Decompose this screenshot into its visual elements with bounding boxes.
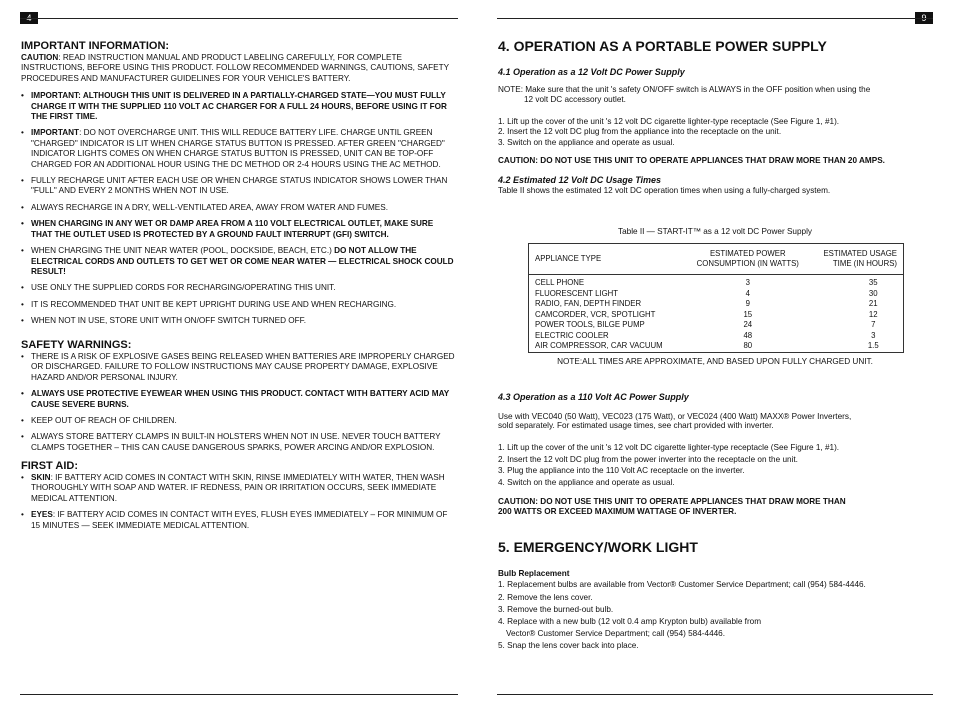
header-time-2: TIME (IN HOURS) xyxy=(832,259,897,268)
steps-4-3 xyxy=(498,442,934,488)
table-row xyxy=(529,310,903,321)
top-rule-left xyxy=(20,18,458,19)
table-row xyxy=(529,289,903,300)
important-bullet-5: • WHEN CHARGING IN ANY WET OR DAMP AREA FROM A 110 VOLT ELECTRICAL OUTLET, MAKE SURE THAT THE OUTLET USED IS PROTECTED BY A GROUND FAULT INTERRUPT (GFI) SWITCH. xyxy=(21,219,456,240)
step-4-1-2: 2. Insert the 12 volt DC plug from the appliance into the receptacle on the unit. xyxy=(498,127,782,137)
step-4-1-3: 3. Switch on the appliance and operate as usual. xyxy=(498,137,675,147)
important-bullet-3: • FULLY RECHARGE UNIT AFTER EACH USE OR WHEN CHARGE STATUS INDICATOR SHOWS LOWER THAN "FULL" AND EVERY 2 MONTHS WHEN NOT IN USE. xyxy=(21,176,456,197)
cell-type: CAMCORDER, VCR, SPOTLIGHT xyxy=(535,309,656,319)
cell-watts: 48 xyxy=(743,330,753,340)
subsection-4-2-heading: 4.2 Estimated 12 Volt DC Usage Times xyxy=(498,175,662,186)
important-bullet-6 xyxy=(21,246,456,277)
first-aid-skin xyxy=(21,473,456,504)
caution-4-3-line-1: CAUTION: DO NOT USE THIS UNIT TO OPERATE APPLIANCES THAT DRAW MORE THAN xyxy=(498,497,846,506)
cell-type: POWER TOOLS, BILGE PUMP xyxy=(535,320,645,329)
step-4-3-3: 3. Plug the appliance into the 110 Volt AC receptacle on the inverter. xyxy=(498,466,745,475)
first-aid-bullets xyxy=(21,473,456,531)
bottom-rule-right xyxy=(497,694,933,695)
note-line-2: 12 volt DC accessory outlet. xyxy=(524,95,626,105)
important-bullet-2-text: : DO NOT OVERCHARGE UNIT. THIS WILL REDUCE BATTERY LIFE. CHARGE UNTIL GREEN "CHARGED" INDICATOR IS LIT WHEN CHARGE STATUS BUTTON IS PRESSED. AFTER GREEN "CHARGED" INDICATOR LIGHTS COMES ON WHEN CHARGE STATUS BUTTON IS PRESSED, UNIT CAN BE TOP-OFF CHARGED FOR AN ADDITIONAL HOUR USING THE DC METHOD OR 2-4 HOURS USING THE AC METHOD. xyxy=(31,128,445,169)
safety-bullet-1: • THERE IS A RISK OF EXPLOSIVE GASES BEING RELEASED WHEN BATTERIES ARE IMPROPERLY CHARGED OR DISCHARGED. FAILURE TO FOLLOW INSTRUCTIONS MAY CAUSE PROPERTY DAMAGE, EXPLOSIVE HAZARD AND/OR PERSONAL INJURY. xyxy=(21,352,456,383)
table-row xyxy=(529,341,903,352)
safety-bullet-2: • ALWAYS USE PROTECTIVE EYEWEAR WHEN USING THIS PRODUCT. CONTACT WITH BATTERY ACID MAY CAUSE SEVERE BURNS. xyxy=(21,389,456,410)
first-aid-eyes-label: EYES xyxy=(31,510,53,520)
header-appliance: APPLIANCE TYPE xyxy=(529,244,686,275)
important-bullet-6-bold: DO NOT ALLOW THE ELECTRICAL CORDS AND OUTLETS TO GET WET OR COME NEAR WATER — ELECTRICAL SHOCK COULD RESULT! xyxy=(31,246,454,276)
section-4-heading: 4. OPERATION AS A PORTABLE POWER SUPPLY xyxy=(498,38,827,54)
caution-label: CAUTION xyxy=(21,53,59,62)
caution-paragraph xyxy=(21,53,456,84)
safety-bullet-4: • ALWAYS STORE BATTERY CLAMPS IN BUILT-IN HOLSTERS WHEN NOT IN USE. NEVER TOUCH BATTERY CLAMPS TOGETHER – THIS CAN CAUSE DANGEROUS SPARKS, POWER ARCING AND/OR EXPLOSION. xyxy=(21,432,456,453)
header-power xyxy=(686,244,809,275)
important-bullet-4: • ALWAYS RECHARGE IN A DRY, WELL-VENTILATED AREA, AWAY FROM WATER AND FUMES. xyxy=(21,203,456,213)
text-4-3-line-1: Use with VEC040 (50 Watt), VEC023 (175 Watt), or VEC024 (400 Watt) MAXX® Power Inverters, xyxy=(498,412,852,421)
important-bullet-2 xyxy=(21,128,456,170)
cell-watts: 24 xyxy=(743,320,753,329)
cell-hours: 21 xyxy=(868,299,878,308)
caution-4-1: CAUTION: DO NOT USE THIS UNIT TO OPERATE APPLIANCES THAT DRAW MORE THAN 20 AMPS. xyxy=(498,156,885,166)
usage-table xyxy=(528,243,904,353)
step-4-3-1: 1. Lift up the cover of the unit 's 12 volt DC cigarette lighter-type receptacle (See Figure 1, #1). xyxy=(498,443,840,452)
cell-hours: 1.5 xyxy=(867,341,879,350)
cell-hours: 30 xyxy=(868,288,878,298)
header-power-1: ESTIMATED POWER xyxy=(709,248,786,258)
steps-4-1 xyxy=(498,117,934,148)
header-time xyxy=(809,244,903,275)
cell-watts: 3 xyxy=(745,278,750,287)
bulb-step-4-cont: Vector® Customer Service Department; call (954) 584-4446. xyxy=(506,629,726,639)
step-4-3-4: 4. Switch on the appliance and operate as usual. xyxy=(498,477,675,487)
subsection-4-3 xyxy=(498,392,934,518)
important-bullets xyxy=(21,91,456,326)
cell-type: RADIO, FAN, DEPTH FINDER xyxy=(535,299,642,308)
bulb-step-5: 5. Snap the lens cover back into place. xyxy=(498,641,639,651)
bulb-replacement-heading: Bulb Replacement xyxy=(498,569,570,578)
subsection-4-3-heading: 4.3 Operation as a 110 Volt AC Power Supply xyxy=(498,392,689,402)
cell-hours: 7 xyxy=(871,320,876,329)
bulb-steps xyxy=(498,579,934,652)
bulb-step-4: 4. Replace with a new bulb (12 volt 0.4 amp Krypton bulb) available from xyxy=(498,617,762,627)
cell-watts: 80 xyxy=(743,341,753,350)
section-5-heading: 5. EMERGENCY/WORK LIGHT xyxy=(498,539,698,555)
caution-text: : READ INSTRUCTION MANUAL AND PRODUCT LABELING CAREFULLY, FOR COMPLETE INSTRUCTIONS, BEFORE USING THIS PRODUCT. FOLLOW RECOMMENDED WARNINGS, CAUTIONS, SAFETY PROCEDURES AND MANUFACTURER GUIDELINES FOR YOUR VEHICLE'S BATTERY. xyxy=(21,53,449,83)
table-row xyxy=(529,331,903,342)
cell-watts: 15 xyxy=(743,309,753,319)
first-aid-eyes-text: : IF BATTERY ACID COMES IN CONTACT WITH EYES, FLUSH EYES IMMEDIATELY – FOR MINIMUM OF 15 MINUTES — SEEK IMMEDIATE MEDICAL ATTENTION. xyxy=(31,510,448,530)
important-bullet-9: • WHEN NOT IN USE, STORE UNIT WITH ON/OFF SWITCH TURNED OFF. xyxy=(21,316,456,326)
important-bullet-7: • USE ONLY THE SUPPLIED CORDS FOR RECHARGING/OPERATING THIS UNIT. xyxy=(21,283,456,293)
header-power-2: CONSUMPTION (IN WATTS) xyxy=(696,259,799,268)
section-5 xyxy=(498,539,934,653)
top-rule-right xyxy=(497,18,933,19)
bottom-rule-left xyxy=(20,694,458,695)
bulb-step-1: 1. Replacement bulbs are available from Vector® Customer Service Department; call (954) 584-4446. xyxy=(498,580,866,590)
cell-watts: 9 xyxy=(745,299,750,308)
cell-type: FLUORESCENT LIGHT xyxy=(535,288,619,298)
important-bullet-2-label: IMPORTANT xyxy=(31,128,80,138)
first-aid-skin-text: : IF BATTERY ACID COMES IN CONTACT WITH SKIN, RINSE IMMEDIATELY WITH WATER, THEN WASH THOROUGHLY WITH SOAP AND WATER. IF REDNESS, PAIN OR IRRITATION OCCURS, SEEK IMMEDIATE MEDICAL ATTENTION. xyxy=(31,473,445,503)
important-bullet-1: • IMPORTANT: ALTHOUGH THIS UNIT IS DELIVERED IN A PARTIALLY-CHARGED STATE—YOU MUST FULLY CHARGE IT WITH THE SUPPLIED 110 VOLT AC CHARGER FOR A FULL 24 HOURS, BEFORE USING IT FOR THE FIRST TIME. xyxy=(21,91,456,122)
safety-warnings-heading: SAFETY WARNINGS: xyxy=(21,339,132,351)
first-aid-section xyxy=(21,460,456,531)
step-4-1-1: 1. Lift up the cover of the unit 's 12 volt DC cigarette lighter-type receptacle (See Figure 1, #1). xyxy=(498,116,840,126)
table-caption: Table II — START-IT™ as a 12 volt DC Power Supply xyxy=(618,227,812,236)
text-4-3-line-2: sold separately. For estimated usage times, see chart provided with inverter. xyxy=(498,421,774,430)
caution-4-3-line-2: 200 WATTS OR EXCEED MAXIMUM WATTAGE OF INVERTER. xyxy=(498,507,737,517)
cell-type: ELECTRIC COOLER xyxy=(535,330,609,340)
important-bullet-8: • IT IS RECOMMENDED THAT UNIT BE KEPT UPRIGHT DURING USE AND WHEN RECHARGING. xyxy=(21,300,456,310)
table-row xyxy=(529,299,903,310)
step-4-3-2: 2. Insert the 12 volt DC plug from the power inverter into the receptacle on the unit. xyxy=(498,454,798,464)
note-line-1: NOTE: Make sure that the unit 's safety ON/OFF switch is ALWAYS in the OFF position when using the xyxy=(498,85,871,94)
table-note: NOTE:ALL TIMES ARE APPROXIMATE, AND BASED UPON FULLY CHARGED UNIT. xyxy=(557,357,873,366)
subsection-4-1-heading: 4.1 Operation as a 12 Volt DC Power Supply xyxy=(498,67,685,77)
safety-warnings-section xyxy=(21,339,456,453)
cell-watts: 4 xyxy=(745,288,750,298)
bulb-step-3: 3. Remove the burned-out bulb. xyxy=(498,604,614,614)
cell-hours: 12 xyxy=(868,309,878,319)
cell-hours: 35 xyxy=(868,278,878,287)
table-row xyxy=(529,320,903,331)
cell-type: CELL PHONE xyxy=(535,278,585,287)
first-aid-skin-label: SKIN xyxy=(31,473,51,482)
cell-hours: 3 xyxy=(871,330,876,340)
first-aid-eyes xyxy=(21,510,456,531)
table-row xyxy=(529,278,903,289)
safety-bullets xyxy=(21,352,456,453)
bulb-step-2: 2. Remove the lens cover. xyxy=(498,592,593,602)
section-4 xyxy=(498,38,934,197)
safety-bullet-3: • KEEP OUT OF REACH OF CHILDREN. xyxy=(21,416,456,426)
important-info-heading: IMPORTANT INFORMATION: xyxy=(21,40,170,52)
table-header-row xyxy=(529,244,903,275)
important-bullet-6-text: WHEN CHARGING THE UNIT NEAR WATER (POOL, DOCKSIDE, BEACH, ETC.) xyxy=(31,246,335,256)
header-time-1: ESTIMATED USAGE xyxy=(823,248,897,258)
first-aid-heading: FIRST AID: xyxy=(21,460,79,472)
text-4-2: Table II shows the estimated 12 volt DC operation times when using a fully-charged system. xyxy=(498,186,831,196)
cell-type: AIR COMPRESSOR, CAR VACUUM xyxy=(535,341,663,350)
important-info-section xyxy=(21,40,456,327)
